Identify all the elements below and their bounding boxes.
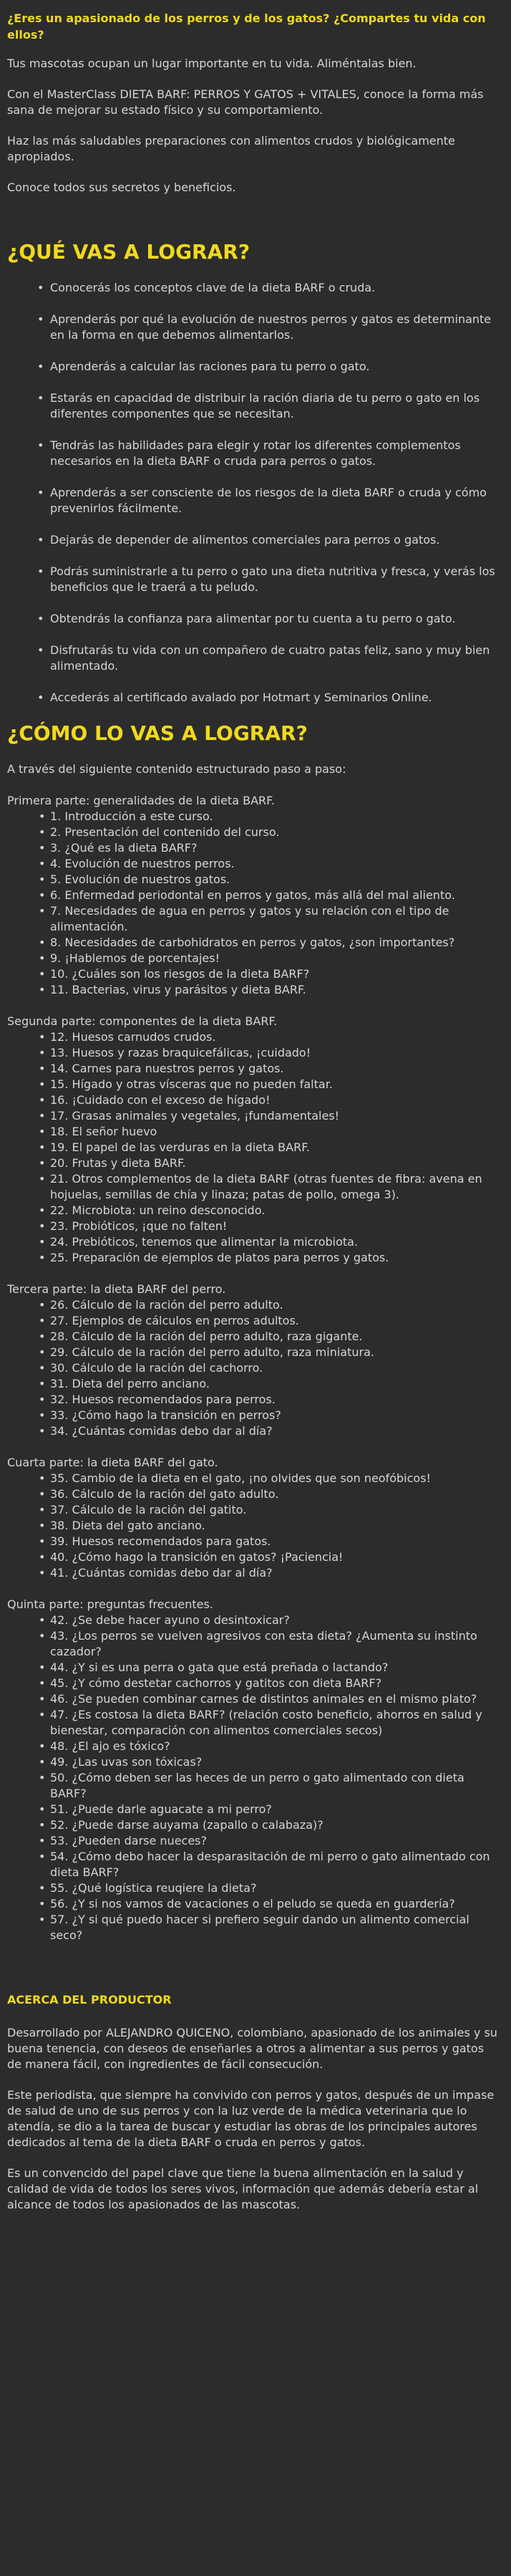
lesson-item: • 21. Otros complementos de la dieta BARF (otras fuentes de fibra: avena en hojuelas, semillas de chía y linaza; patas de pollo, omega 3). [39,1171,501,1203]
goal-item: • Disfrutarás tu vida con un compañero de cuatro patas feliz, sano y muy bien alimentado. [37,643,501,674]
part-title: Tercera parte: la dieta BARF del perro. [7,1282,226,1296]
intro-title: ¿Eres un apasionado de los perros y de los gatos? ¿Compartes tu vida con ellos? [7,11,486,42]
lesson-item: • 47. ¿Es costosa la dieta BARF? (relación costo beneficio, ahorros en salud y bienestar, comparación con alimentos comerciales secos) [39,1707,501,1739]
lesson-item: • 7. Necesidades de agua en perros y gatos y su relación con el tipo de alimentación. [39,903,501,935]
lesson-item: • 42. ¿Se debe hacer ayuno o desintoxicar? [39,1613,501,1628]
intro-section [7,10,501,196]
lesson-list [7,1297,501,1439]
lesson-item: • 4. Evolución de nuestros perros. [39,856,501,872]
lesson-item: • 49. ¿Las uvas son tóxicas? [39,1754,501,1770]
lesson-item: • 44. ¿Y si es una perra o gata que está preñada o lactando? [39,1660,501,1676]
goals-title: ¿QUÉ VAS A LOGRAR? [7,240,250,264]
lesson-item: • 25. Preparación de ejemplos de platos para perros y gatos. [39,1250,501,1266]
lesson-item: • 24. Prebióticos, tenemos que alimentar la microbiota. [39,1234,501,1250]
lesson-item: • 32. Huesos recomendados para perros. [39,1392,501,1408]
lesson-item: • 40. ¿Cómo hago la transición en gatos? ¡Paciencia! [39,1549,501,1565]
lesson-item: • 12. Huesos carnudos crudos. [39,1029,501,1045]
goal-item: • Podrás suministrarle a tu perro o gato una dieta nutritiva y fresca, y verás los beneficios que le traerá a tu peludo. [37,564,501,595]
lesson-item: • 33. ¿Cómo hago la transición en perros? [39,1408,501,1423]
goal-item: • Aprenderás a ser consciente de los riesgos de la dieta BARF o cruda y cómo prevenirlos fácilmente. [37,485,501,516]
curriculum-intro: A través del siguiente contenido estructurado paso a paso: [7,762,346,776]
curriculum-part [7,793,501,998]
lesson-item: • 18. El señor huevo [39,1124,501,1140]
goals-list [7,280,501,706]
intro-paragraph: Haz las más saludables preparaciones con alimentos crudos y biológicamente apropiados. [7,134,455,163]
lesson-item: • 56. ¿Y si nos vamos de vacaciones o el peludo se queda en guardería? [39,1896,501,1912]
lesson-list [7,1471,501,1581]
lesson-item: • 9. ¡Hablemos de porcentajes! [39,951,501,966]
lesson-item: • 31. Dieta del perro anciano. [39,1376,501,1392]
part-title: Quinta parte: preguntas frecuentes. [7,1597,213,1611]
goal-item: • Aprenderás a calcular las raciones para tu perro o gato. [37,359,501,375]
lesson-item: • 22. Microbiota: un reino desconocido. [39,1203,501,1219]
goal-item: • Aprenderás por qué la evolución de nuestros perros y gatos es determinante en la forma en que debemos alimentarlos. [37,312,501,343]
curriculum-parts [7,793,501,1943]
lesson-item: • 50. ¿Cómo deben ser las heces de un perro o gato alimentado con dieta BARF? [39,1770,501,1802]
lesson-item: • 30. Cálculo de la ración del cachorro. [39,1360,501,1376]
lesson-item: • 45. ¿Y cómo destetar cachorros y gatitos con dieta BARF? [39,1676,501,1691]
lesson-item: • 46. ¿Se pueden combinar carnes de distintos animales en el mismo plato? [39,1691,501,1707]
intro-paragraph: Con el MasterClass DIETA BARF: PERROS Y GATOS + VITALES, conoce la forma más sana de mejorar su estado físico y su comportamiento. [7,87,484,117]
lesson-item: • 53. ¿Pueden darse nueces? [39,1833,501,1849]
lesson-item: • 23. Probióticos, ¡que no falten! [39,1219,501,1234]
lesson-item: • 52. ¿Puede darse auyama (zapallo o calabaza)? [39,1817,501,1833]
curriculum-part [7,1455,501,1581]
lesson-item: • 29. Cálculo de la ración del perro adulto, raza miniatura. [39,1345,501,1360]
lesson-item: • 13. Huesos y razas braquicefálicas, ¡cuidado! [39,1045,501,1061]
lesson-item: • 11. Bacterias, virus y parásitos y dieta BARF. [39,982,501,998]
lesson-item: • 20. Frutas y dieta BARF. [39,1155,501,1171]
goal-item: • Obtendrás la confianza para alimentar por tu cuenta a tu perro o gato. [37,611,501,627]
producer-paragraph: Desarrollado por ALEJANDRO QUICENO, colombiano, apasionado de los animales y su buena tenencia, con deseos de enseñarles a otros a alimentar a sus perros y gatos de manera fácil, con ingredientes de fácil consecución. [7,2026,497,2071]
goals-section [7,240,501,706]
lesson-item: • 26. Cálculo de la ración del perro adulto. [39,1297,501,1313]
curriculum-section [7,721,501,1943]
lesson-item: • 6. Enfermedad periodontal en perros y gatos, más allá del mal aliento. [39,888,501,903]
lesson-item: • 10. ¿Cuáles son los riesgos de la dieta BARF? [39,966,501,982]
lesson-item: • 34. ¿Cuántas comidas debo dar al día? [39,1423,501,1439]
lesson-item: • 39. Huesos recomendados para gatos. [39,1534,501,1549]
producer-title: ACERCA DEL PRODUCTOR [7,1993,172,2007]
lesson-item: • 19. El papel de las verduras en la dieta BARF. [39,1140,501,1155]
lesson-list [7,1029,501,1266]
lesson-list [7,1613,501,1943]
lesson-item: • 55. ¿Qué logística reuqiere la dieta? [39,1880,501,1896]
goal-item: • Tendrás las habilidades para elegir y rotar los diferentes complementos necesarios en la dieta BARF o cruda para perros o gatos. [37,438,501,469]
curriculum-part [7,1014,501,1266]
lesson-item: • 17. Grasas animales y vegetales, ¡fundamentales! [39,1108,501,1124]
lesson-item: • 2. Presentación del contenido del curso. [39,825,501,840]
lesson-item: • 14. Carnes para nuestros perros y gatos. [39,1061,501,1077]
lesson-item: • 15. Hígado y otras vísceras que no pueden faltar. [39,1077,501,1092]
lesson-item: • 41. ¿Cuántas comidas debo dar al día? [39,1565,501,1581]
lesson-item: • 54. ¿Cómo debo hacer la desparasitación de mi perro o gato alimentado con dieta BARF? [39,1849,501,1880]
lesson-item: • 57. ¿Y si qué puedo hacer si prefiero seguir dando un alimento comercial seco? [39,1912,501,1943]
producer-paragraph: Es un convencido del papel clave que tiene la buena alimentación en la salud y calidad de vida de todos los seres vivos, información que además debería estar al alcance de todos los apasionados de las mascotas. [7,2166,479,2211]
intro-paragraph: Tus mascotas ocupan un lugar importante en tu vida. Aliméntalas bien. [7,57,417,70]
lesson-item: • 51. ¿Puede darle aguacate a mi perro? [39,1802,501,1817]
lesson-item: • 5. Evolución de nuestros gatos. [39,872,501,888]
goal-item: • Estarás en capacidad de distribuir la ración diaria de tu perro o gato en los diferentes componentes que se necesitan. [37,390,501,422]
curriculum-title: ¿CÓMO LO VAS A LOGRAR? [7,721,308,745]
goal-item: • Dejarás de depender de alimentos comerciales para perros o gatos. [37,532,501,548]
lesson-item: • 48. ¿El ajo es tóxico? [39,1739,501,1754]
part-title: Cuarta parte: la dieta BARF del gato. [7,1456,218,1469]
lesson-item: • 38. Dieta del gato anciano. [39,1518,501,1534]
lesson-item: • 37. Cálculo de la ración del gatito. [39,1502,501,1518]
intro-paragraph: Conoce todos sus secretos y beneficios. [7,181,236,194]
part-title: Primera parte: generalidades de la dieta BARF. [7,794,275,807]
lesson-item: • 3. ¿Qué es la dieta BARF? [39,840,501,856]
lesson-item: • 16. ¡Cuidado con el exceso de hígado! [39,1092,501,1108]
goal-item: • Conocerás los conceptos clave de la dieta BARF o cruda. [37,280,501,296]
lesson-item: • 36. Cálculo de la ración del gato adulto. [39,1486,501,1502]
part-title: Segunda parte: componentes de la dieta BARF. [7,1014,278,1028]
lesson-item: • 27. Ejemplos de cálculos en perros adultos. [39,1313,501,1329]
lesson-list [7,809,501,998]
producer-section [7,1992,501,2213]
lesson-item: • 28. Cálculo de la ración del perro adulto, raza gigante. [39,1329,501,1345]
producer-paragraph: Este periodista, que siempre ha convivido con perros y gatos, después de un impase de salud de uno de sus perros y con la luz verde de la médica veterinaria que lo atendía, se dio a la tarea de buscar y estudiar las obras de los principales autores dedicados al tema de la dieta BARF o cruda en perros y gatos. [7,2088,495,2149]
lesson-item: • 43. ¿Los perros se vuelven agresivos con esta dieta? ¿Aumenta su instinto cazador? [39,1628,501,1660]
lesson-item: • 8. Necesidades de carbohidratos en perros y gatos, ¿son importantes? [39,935,501,951]
curriculum-part [7,1282,501,1439]
lesson-item: • 35. Cambio de la dieta en el gato, ¡no olvides que son neofóbicos! [39,1471,501,1486]
lesson-item: • 1. Introducción a este curso. [39,809,501,825]
goal-item: • Accederás al certificado avalado por Hotmart y Seminarios Online. [37,690,501,706]
curriculum-part [7,1597,501,1943]
